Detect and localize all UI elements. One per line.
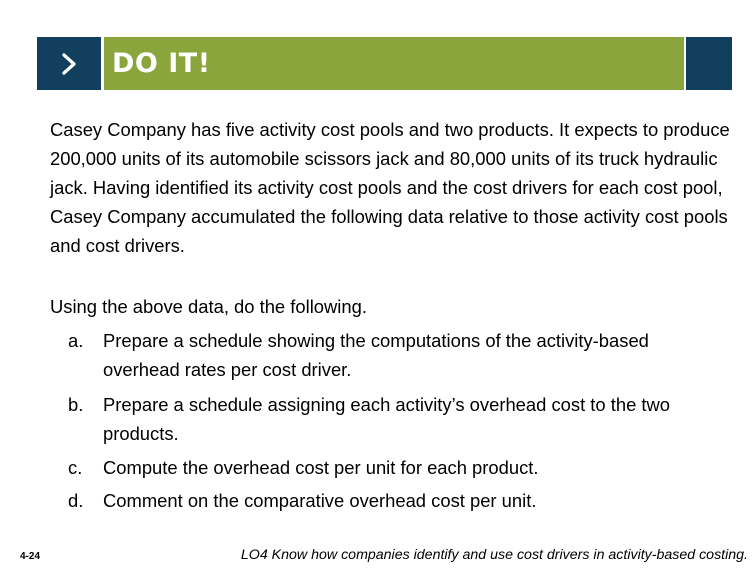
list-item xyxy=(68,486,728,515)
chevron-right-icon xyxy=(61,52,77,76)
list-item-text: Prepare a schedule assigning each activity’s overhead cost to the two products. xyxy=(103,394,671,444)
list-item-text: Prepare a schedule showing the computations of the activity-based overhead rates per cost driver. xyxy=(103,330,649,380)
list-item-text: Comment on the comparative overhead cost per unit. xyxy=(103,490,537,511)
intro-paragraph: Casey Company has five activity cost pools and two products. It expects to produce 200,000 units of its automobile scissors jack and 80,000 units of its truck hydraulic jack. Having identified its activity cost pools and the cost drivers for each cost pool, Casey Company accumulated the following data relative to those activity cost pools and cost drivers. xyxy=(50,119,730,256)
list-item xyxy=(68,326,728,384)
banner-title-block xyxy=(104,37,684,90)
list-item-letter: c. xyxy=(68,457,83,478)
banner-end-block xyxy=(686,37,732,90)
list-item-text: Compute the overhead cost per unit for each product. xyxy=(103,457,539,478)
learning-objective-footer: LO4 Know how companies identify and use cost drivers in activity-based costing. xyxy=(240,547,748,563)
instruction-text: Using the above data, do the following. xyxy=(50,296,367,317)
page-title: DO IT! xyxy=(112,48,211,79)
banner-icon-block xyxy=(37,37,101,90)
slide-number: 4-24 xyxy=(20,551,41,562)
list-item-letter: b. xyxy=(68,394,84,415)
list-item-letter: a. xyxy=(68,330,84,351)
list-item xyxy=(68,453,728,482)
list-item xyxy=(68,390,728,448)
list-item-letter: d. xyxy=(68,490,84,511)
